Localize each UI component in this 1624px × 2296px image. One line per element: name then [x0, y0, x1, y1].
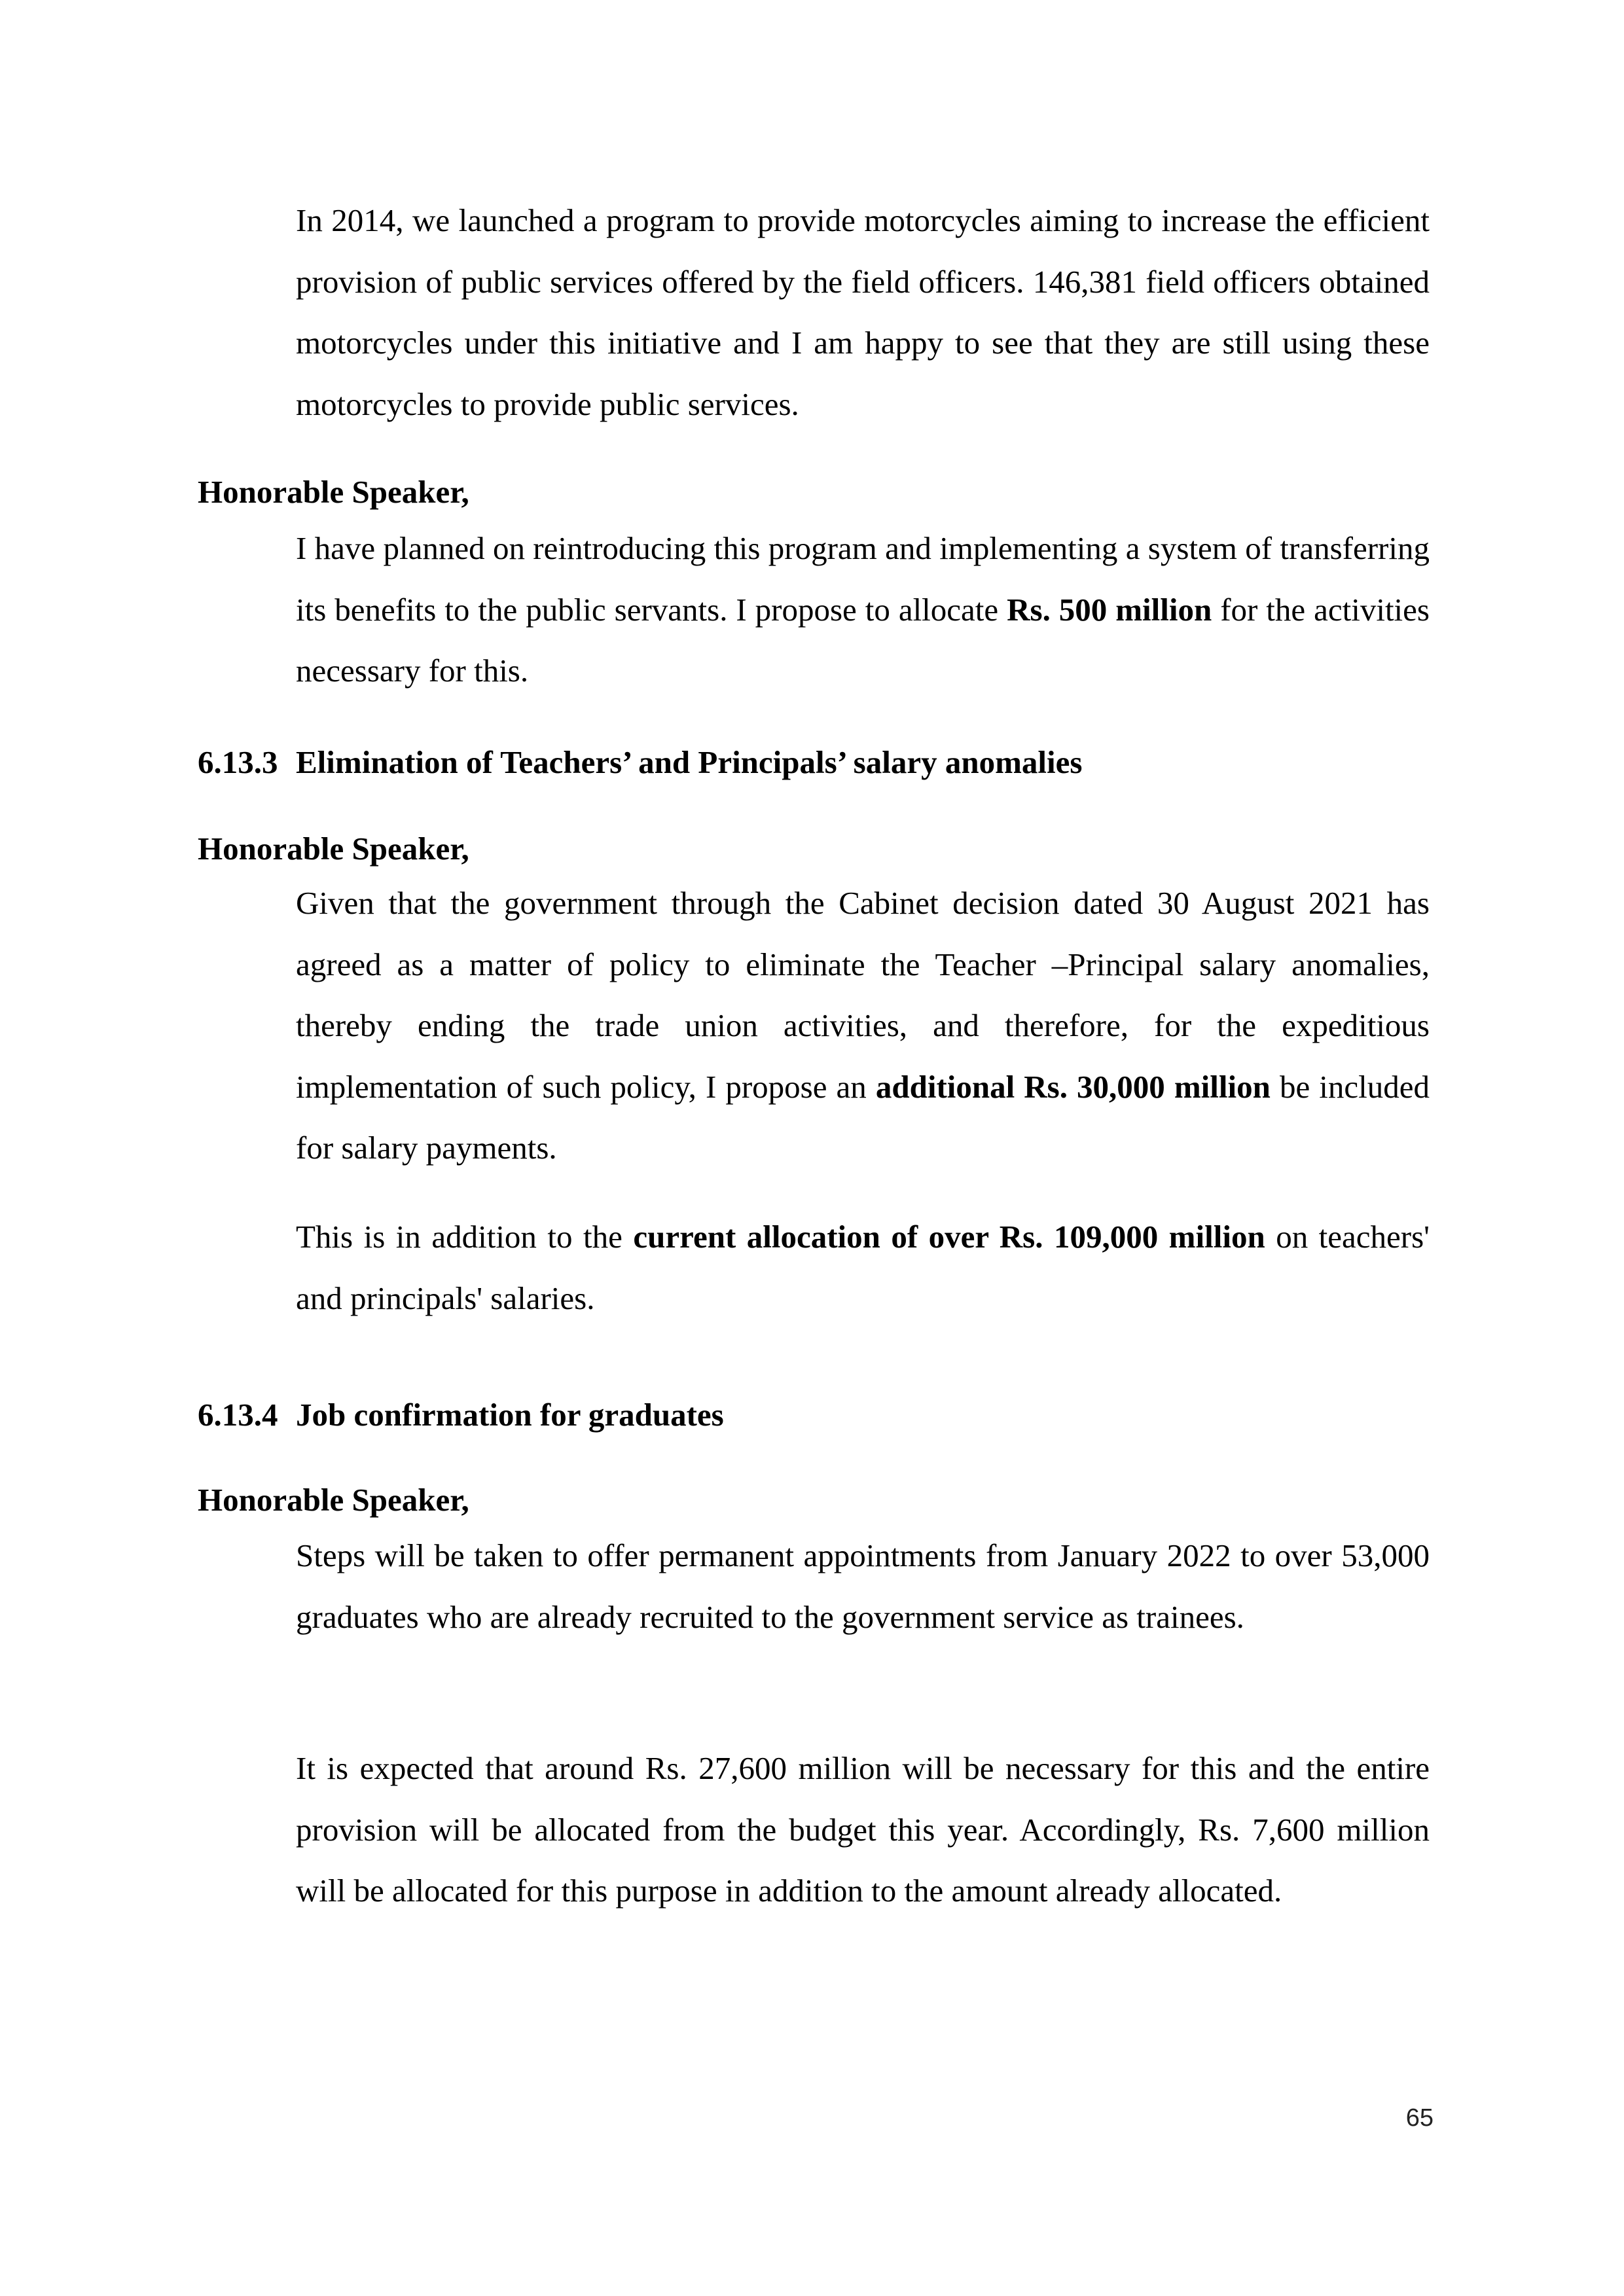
text-run: for the activities necessary for this.: [296, 591, 1430, 689]
section-heading-6-13-4: [198, 1384, 724, 1446]
honorable-speaker-heading: Honorable Speaker,: [198, 474, 469, 510]
honorable-speaker-heading: Honorable Speaker,: [198, 1482, 469, 1518]
bold-amount: additional Rs. 30,000 million: [875, 1068, 1271, 1105]
text-run: Given that the government through the Cabinet decision dated 30 August 2021 has agreed as a matter of policy to eliminate the Teacher –Principal salary anomalies, thereby ending the trade union activities, and therefore, for the expeditious implementation of such policy, I propose an: [296, 885, 1430, 1105]
text-run: be included for salary payments.: [296, 1068, 1430, 1166]
paragraph-reintroduce-program: [296, 518, 1430, 702]
section-title: Job confirmation for graduates: [296, 1397, 724, 1433]
text-run: on teachers' and principals' salaries.: [296, 1219, 1430, 1316]
bold-amount: Rs. 500 million: [1007, 591, 1212, 628]
text-run: This is in addition to the: [296, 1219, 634, 1255]
text-run: I have planned on reintroducing this program and implementing a system of transferring its benefits to the public servants. I propose to allocate: [296, 530, 1430, 628]
section-number: 6.13.3: [198, 744, 278, 780]
paragraph-expected-cost: It is expected that around Rs. 27,600 million will be necessary for this and the entire provision will be allocated from the budget this year. Accordingly, Rs. 7,600 million will be allocated for this purpose in addition to the amount already allocated.: [296, 1750, 1430, 1909]
honorable-speaker-heading: Honorable Speaker,: [198, 831, 469, 867]
bold-amount: current allocation of over Rs. 109,000 million: [633, 1219, 1265, 1255]
paragraph-current-allocation: [296, 1206, 1430, 1329]
paragraph-graduate-appointments: Steps will be taken to offer permanent appointments from January 2022 to over 53,000 graduates who are already recruited to the government service as trainees.: [296, 1537, 1430, 1635]
page-number: 65: [1405, 2104, 1434, 2132]
section-title: Elimination of Teachers’ and Principals’ salary anomalies: [296, 744, 1083, 780]
paragraph-motorcycle-program: In 2014, we launched a program to provide motorcycles aiming to increase the efficient provision of public services offered by the field officers. 146,381 field officers obtained motorcycles under this initiative and I am happy to see that they are still using these motorcycles to provide public services.: [296, 202, 1430, 422]
section-number: 6.13.4: [198, 1397, 278, 1433]
paragraph-salary-anomalies: [296, 872, 1430, 1179]
section-heading-6-13-3: [198, 732, 1082, 793]
